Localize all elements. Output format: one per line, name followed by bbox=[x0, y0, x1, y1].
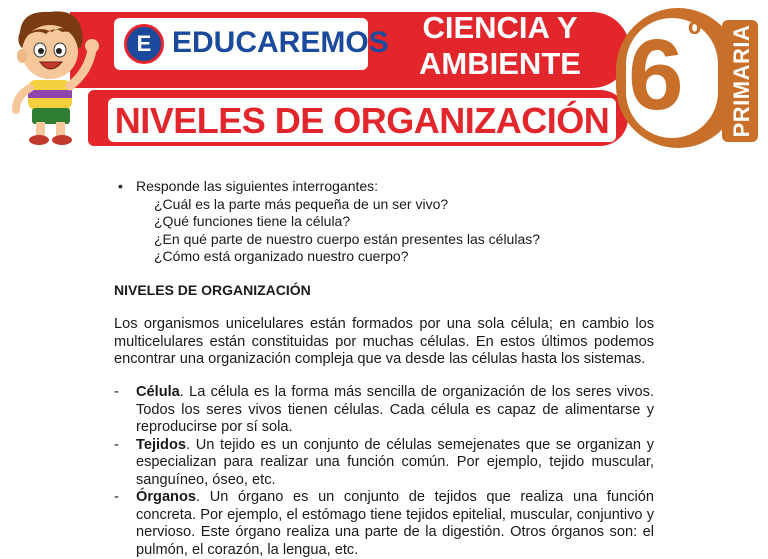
level-label-wrap bbox=[724, 22, 760, 140]
subject-title bbox=[400, 10, 600, 82]
bullet-icon: • bbox=[118, 178, 123, 194]
dash-bullet-icon: - bbox=[114, 436, 119, 453]
dash-bullet-icon: - bbox=[114, 384, 119, 400]
level-term: Tejidos bbox=[136, 436, 187, 453]
level-item bbox=[114, 384, 654, 437]
level-term: Órganos bbox=[136, 489, 197, 505]
question-item: ¿Cuál es la parte más pequeña de un ser vivo? bbox=[154, 195, 449, 212]
header-banner bbox=[0, 0, 768, 150]
questions-intro-item bbox=[118, 178, 540, 266]
grade-number: 6 bbox=[628, 19, 684, 131]
level-item bbox=[114, 489, 654, 559]
level-term: Célula bbox=[136, 384, 180, 400]
question-item: ¿Cómo está organizado nuestro cuerpo? bbox=[154, 248, 409, 264]
brand-name: EDUCAREMOS bbox=[172, 26, 389, 59]
grade-ordinal: º bbox=[688, 14, 702, 55]
level-description: . La célula es la forma más sencilla de organización de los seres vivos. Todos los seres vivos tienen células. Cada célula es capaz de alimentarse y reproducirse por sí sola. bbox=[136, 384, 654, 435]
document-body bbox=[0, 152, 768, 558]
question-item: ¿En qué parte de nuestro cuerpo están presentes las células? bbox=[154, 230, 541, 247]
question-item: ¿Qué funciones tiene la célula? bbox=[154, 213, 351, 229]
questions-list bbox=[118, 178, 540, 266]
levels-list bbox=[114, 384, 654, 559]
level-description: . Un tejido es un conjunto de células semejenates que se organizan y especializan para realizar una función común. Por ejemplo, tejido muscular, sanguíneo, óseo, etc. bbox=[136, 436, 654, 488]
level-label: PRIMARIA bbox=[729, 24, 754, 138]
section-heading: NIVELES DE ORGANIZACIÓN bbox=[114, 282, 311, 298]
page-title: NIVELES DE ORGANIZACIÓN bbox=[114, 100, 610, 141]
subject-line-2: AMBIENTE bbox=[419, 46, 581, 81]
intro-paragraph: Los organismos unicelulares están formados por una sola célula; en cambio los multicelulares están constituidas por muchas células. En estos últimos podemos encontrar una organización compleja que va desde las células hasta los sistemas. bbox=[114, 316, 654, 367]
questions-intro: Responde las siguientes interrogantes: bbox=[136, 178, 379, 194]
dash-bullet-icon: - bbox=[114, 489, 119, 505]
level-description: . Un órgano es un conjunto de tejidos que realiza una función concreta. Por ejemplo, el estómago tiene tejidos epitelial, muscular, conjuntivo y nervioso. Este órgano realiza una parte de la digestión. Otros órganos son: el pulmón, el corazón, la lengua, etc. bbox=[136, 489, 654, 558]
brand-logo-icon bbox=[124, 24, 164, 64]
subject-line-1: CIENCIA Y bbox=[422, 10, 578, 45]
level-item bbox=[114, 437, 654, 490]
brand-logo-letter: E bbox=[136, 31, 152, 56]
child-mascot-icon bbox=[2, 2, 108, 148]
